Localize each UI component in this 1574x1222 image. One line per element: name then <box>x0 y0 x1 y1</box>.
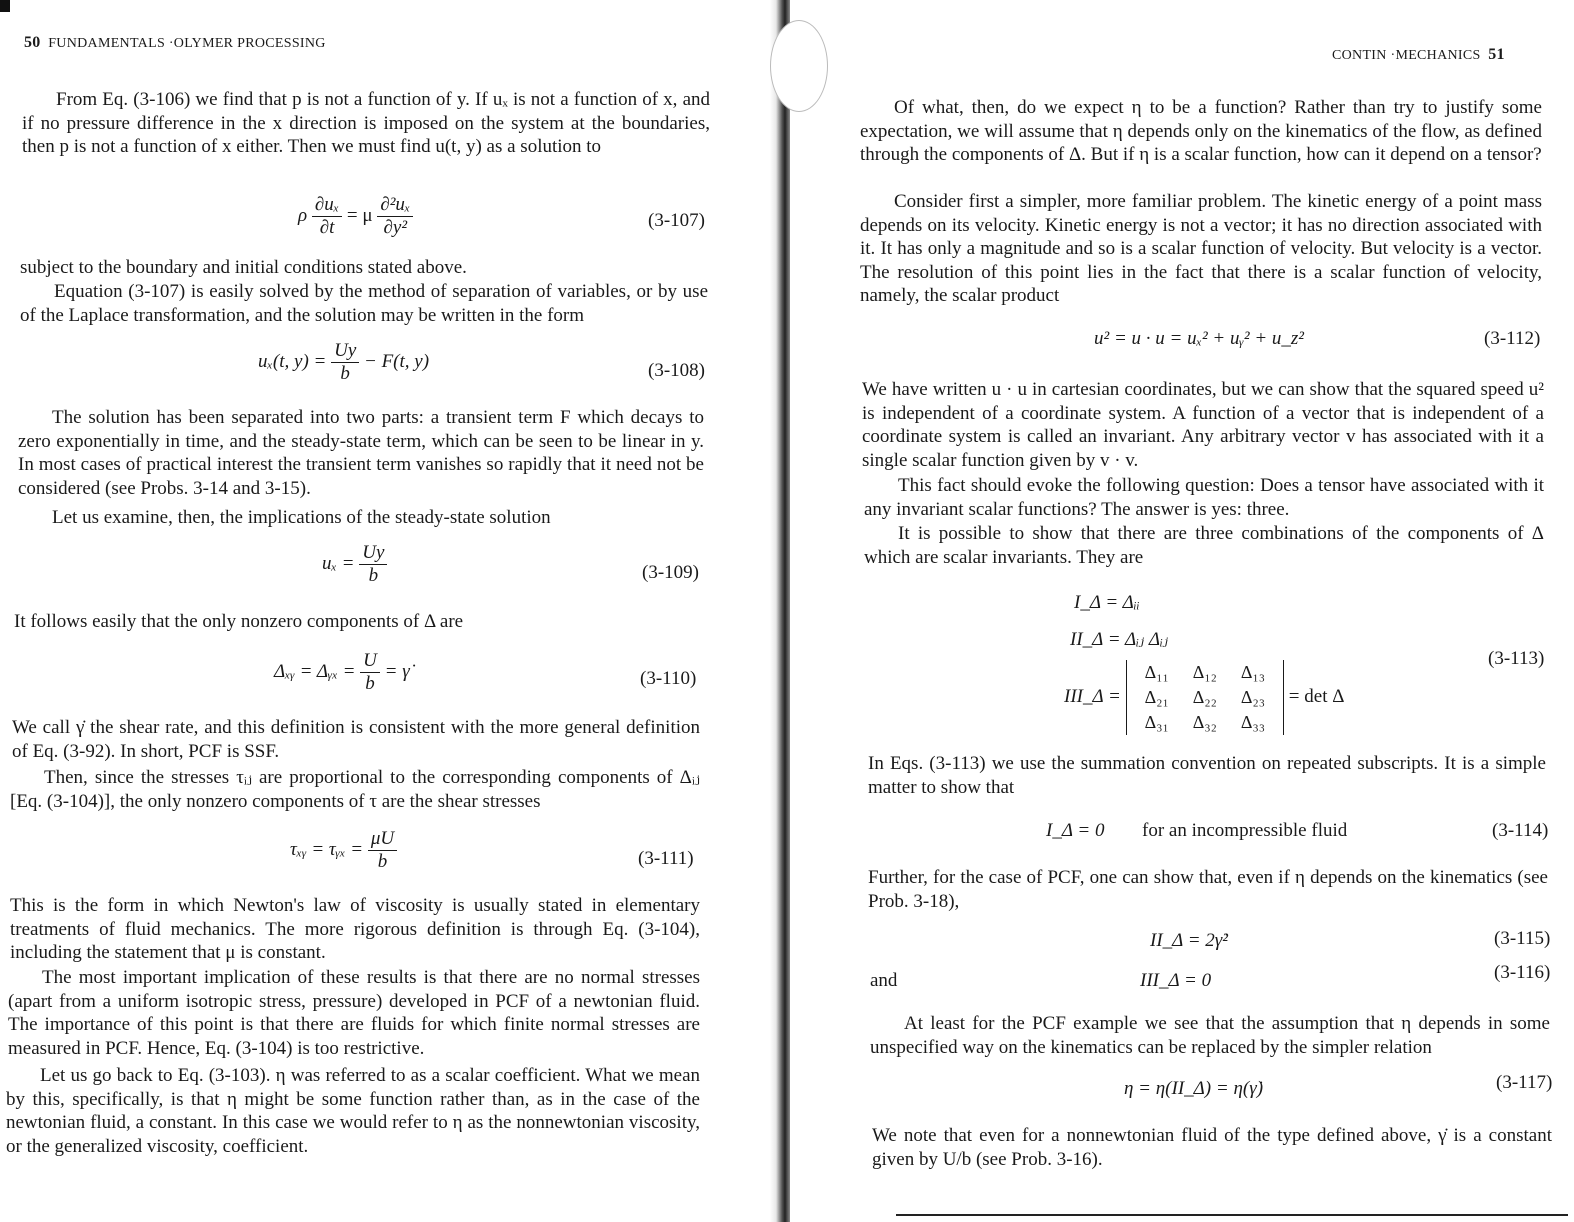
left-page-number: 50 <box>24 34 41 51</box>
eq107-frac-lhs: $\frac{\text{∂uₓ}}{\partial t}$ <box>312 194 342 239</box>
matrix-cell: Δ₂₃ <box>1240 687 1266 707</box>
eq114-rhs: for an incompressible fluid <box>1142 820 1348 841</box>
equation-3-111 <box>290 828 397 873</box>
right-paragraph-5: It is possible to show that there are three combinations of the components of Δ which are scalar invariants. They are <box>864 523 1544 568</box>
book-gutter <box>770 0 790 1222</box>
left-page <box>0 0 772 1222</box>
eq108-rhs: − F(t, y) <box>364 350 430 372</box>
eq115-number: (3-115) <box>1494 928 1551 949</box>
eq110-lhs: Δₓᵧ = Δᵧₓ = <box>274 660 356 682</box>
eq116-number: (3-116) <box>1494 962 1551 983</box>
eq114-lhs: I_Δ = 0 <box>1046 820 1105 841</box>
right-page-header <box>1332 46 1505 64</box>
matrix-cell: Δ₃₃ <box>1240 712 1266 732</box>
eq110-rhs: = γ̇ <box>384 660 410 682</box>
left-paragraph-11: Let us go back to Eq. (3-103). η was referred to as a scalar coefficient. What we mean by this, specifically, is that η might be some function rather than, as in the case of the newtonian fluid, a constant. In this case we would refer to η as the nonnewtonian viscosity, or the generalized viscosity, coefficient. <box>6 1065 700 1157</box>
eq107-number: (3-107) <box>648 210 705 231</box>
eq110-number: (3-110) <box>640 668 697 689</box>
right-running-title: CONTIN ·MECHANICS <box>1332 48 1481 63</box>
equation-3-112: u² = u · u = uₓ² + uᵧ² + u_z² <box>1094 328 1304 349</box>
matrix-cell: Δ₃₂ <box>1192 712 1217 732</box>
right-paragraph-4: This fact should evoke the following question: Does a tensor have associated with it any invariant scalar functions? The answer is yes: three. <box>864 475 1544 520</box>
left-paragraph-9: This is the form in which Newton's law of viscosity is usually stated in elementary treatments of fluid mechanics. The more rigorous definition is through Eq. (3-104), including the statement that μ is constant. <box>10 895 700 964</box>
left-paragraph-8: Then, since the stresses τᵢⱼ are proportional to the corresponding components of Δᵢⱼ [Eq. (3-104)], the only nonzero components of τ are the shear stresses <box>10 767 700 812</box>
right-page-number: 51 <box>1488 46 1505 63</box>
equation-3-109 <box>322 542 387 587</box>
right-paragraph-6: In Eqs. (3-113) we use the summation convention on repeated subscripts. It is a simple matter to show that <box>868 753 1546 798</box>
eq107-frac-rhs: $\frac{\text{∂²uₓ}}{\text{∂y²}}$ <box>377 194 413 239</box>
equation-3-108 <box>258 340 429 385</box>
left-paragraph-2: subject to the boundary and initial conditions stated above. <box>20 257 467 278</box>
eq109-number: (3-109) <box>642 562 699 583</box>
eq117-number: (3-117) <box>1496 1072 1553 1093</box>
eq113-line-1: I_Δ = Δᵢᵢ <box>1074 592 1140 613</box>
eq107-rho: ρ <box>298 204 308 226</box>
eq111-frac: $\frac{\mu U}{b}$ <box>368 828 397 873</box>
right-paragraph-2: Consider first a simpler, more familiar problem. The kinetic energy of a point mass depends on its velocity. Kinetic energy is not a vector; it has no direction associated with it. It has only a magnitude and so is a scalar function of velocity. But velocity is a vector. The resolution of this point lies in the fact that there is a scalar function of velocity, namely, the scalar product <box>860 191 1542 307</box>
left-paragraph-5: Let us examine, then, the implications of the steady-state solution <box>52 507 551 528</box>
eq112-number: (3-112) <box>1484 328 1541 349</box>
left-paragraph-3: Equation (3-107) is easily solved by the method of separation of variables, or by use of the Laplace transformation, and the solution may be written in the form <box>20 281 708 326</box>
eq114-number: (3-114) <box>1492 820 1549 841</box>
eq113-line-2: II_Δ = Δᵢⱼ Δᵢⱼ <box>1070 629 1169 650</box>
eq113-det-label: = det Δ <box>1288 685 1345 707</box>
eq113-determinant <box>1126 660 1284 735</box>
equation-3-115: II_Δ = 2γ̇² <box>1150 930 1228 951</box>
equation-3-107 <box>298 194 413 239</box>
right-paragraph-1: Of what, then, do we expect η to be a function? Rather than try to justify some expectation, we will assume that η depends only on the kinematics of the flow, as defined through the components of Δ. But if η is a scalar function, how can it depend on a tensor? <box>860 97 1542 166</box>
left-paragraph-1: From Eq. (3-106) we find that p is not a function of y. If uₓ is not a function of x, and if no pressure difference in the x direction is imposed on the system at the boundaries, then p is not a function of x either. Then we must find u(t, y) as a solution to <box>22 89 710 158</box>
matrix-cell: Δ₁₃ <box>1240 662 1266 682</box>
left-paragraph-6: It follows easily that the only nonzero components of Δ are <box>14 611 464 632</box>
matrix-cell: Δ₁₁ <box>1144 662 1169 682</box>
matrix-cell: Δ₂₁ <box>1144 687 1169 707</box>
eq109-lhs: uₓ = <box>322 552 355 574</box>
left-paragraph-10: The most important implication of these results is that there are no normal stresses (apart from a uniform isotropic stress, pressure) developed in PCF of a newtonian fluid. The importance of this point is that there are fluids for which finite normal stresses are measured in PCF. Hence, Eq. (3-104) is too restrictive. <box>8 967 700 1059</box>
eq111-lhs: τₓᵧ = τᵧₓ = <box>290 838 364 860</box>
eq109-frac: $\frac{Uy}{b}$ <box>359 542 387 587</box>
eq111-number: (3-111) <box>638 848 694 869</box>
right-paragraph-7: Further, for the case of PCF, one can show that, even if η depends on the kinematics (see Prob. 3-18), <box>868 867 1548 912</box>
right-paragraph-3: We have written u · u in cartesian coordinates, but we can show that the squared speed u² is independent of a coordinate system. A function of a vector that is independent of a coordinate system is called an invariant. Any arbitrary vector v has associated with it a single scalar function given by v · v. <box>862 379 1544 471</box>
matrix-cell: Δ₂₂ <box>1192 687 1217 707</box>
matrix-cell: Δ₁₂ <box>1192 662 1217 682</box>
eq113-line-3 <box>1064 660 1344 735</box>
eq107-equals-mu: = μ <box>346 204 373 226</box>
left-running-title: FUNDAMENTALS ·OLYMER PROCESSING <box>48 36 326 51</box>
bottom-rule <box>896 1214 1568 1216</box>
eq113-iii-lhs: III_Δ = <box>1064 685 1121 707</box>
equation-3-110 <box>274 650 410 695</box>
eq108-frac: $\frac{Uy}{b}$ <box>331 340 359 385</box>
left-paragraph-7: We call γ̇ the shear rate, and this definition is consistent with the more general definition of Eq. (3-92). In short, PCF is SSF. <box>12 717 700 762</box>
right-paragraph-8: At least for the PCF example we see that the assumption that η depends in some unspecified way on the kinematics can be replaced by the simpler relation <box>870 1013 1550 1058</box>
right-paragraph-9: We note that even for a nonnewtonian fluid of the type defined above, γ̇ is a constant given by U/b (see Prob. 3-16). <box>872 1125 1552 1170</box>
eq108-number: (3-108) <box>648 360 705 381</box>
equation-3-116: III_Δ = 0 <box>1140 970 1212 991</box>
matrix-cell: Δ₃₁ <box>1144 712 1169 732</box>
left-page-header <box>24 34 326 52</box>
right-page <box>790 0 1574 1222</box>
eq110-frac: $\frac{U}{b}$ <box>360 650 380 695</box>
eq113-number: (3-113) <box>1488 648 1545 669</box>
left-paragraph-4: The solution has been separated into two parts: a transient term F which decays to zero exponentially in time, and the steady-state term, which can be seen to be linear in y. In most cases of practical interest the transient term vanishes so rapidly that it need not be considered (see Probs. 3-14 and 3-15). <box>18 407 704 499</box>
eq108-lhs: uₓ(t, y) = <box>258 350 327 372</box>
eq116-prefix: and <box>870 970 898 991</box>
equation-3-117: η = η(II_Δ) = η(γ̇) <box>1124 1078 1264 1099</box>
